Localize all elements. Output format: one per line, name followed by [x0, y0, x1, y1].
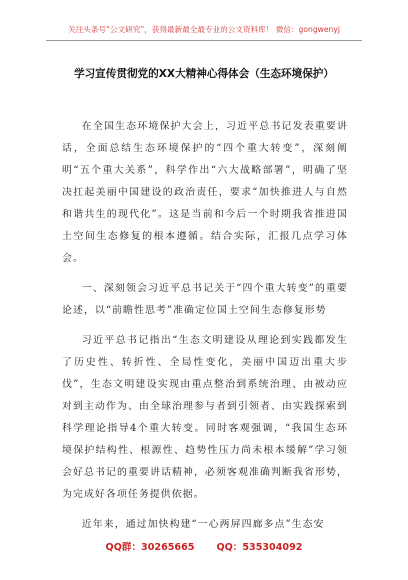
- footer-qq-group: QQ群：30265665: [105, 542, 195, 553]
- section-heading-1: 一、深刻领会习近平总书记关于“四个重大转变”的重要论述，以“前瞻性思考”准确定位国土空间生态修复形势: [62, 283, 348, 316]
- paragraph-intro: 在全国生态环境保护大会上，习近平总书记发表重要讲话，全面总结生态环境保护的“四个重大转变”，深刻阐明“五个重大关系”，科学作出“六大战略部署”，明确了坚决扛起美丽中国建设的政治责任，要求“加快推进人与自然和谐共生的现代化”。这是当前和今后一个时期我省推进国土空间生态修复的根本遵循。结合实际，汇报几点学习体会。: [62, 121, 348, 264]
- header-banner: 关注头条号“公文研究”，获得最新最全最专业的公文资料库！ 微信：gongwenyj: [68, 25, 340, 34]
- document-body: [62, 116, 348, 544]
- paragraph-2: 习近平总书记指出“生态文明建设从理论到实践都发生了历史性、转折性、全局性变化，美丽中国迈出重大步伐”，生态文明建设实现由重点整治到系统治理、由被动应对到主动作为、由全球治理参与者到引领者、由实践探索到科学理论指导4个重大转变。同时客观强调，“我国生态环境保护结构性、根源性、趋势性压力尚未根本缓解”学习领会好总书记的重要讲话精神，必须客观准确判断我省形势，为完成好各项任务提供依据。: [62, 335, 348, 500]
- document-title: 学习宣传贯彻党的XX大精神心得体会（生态环境保护）: [74, 68, 334, 80]
- footer-qq-number: QQ：535304092: [216, 542, 303, 553]
- paragraph-3: 近年来，通过加快构建“一心两屏四廊多点”生态安: [81, 519, 325, 530]
- header-divider: [46, 40, 362, 41]
- footer-contact: [0, 535, 408, 554]
